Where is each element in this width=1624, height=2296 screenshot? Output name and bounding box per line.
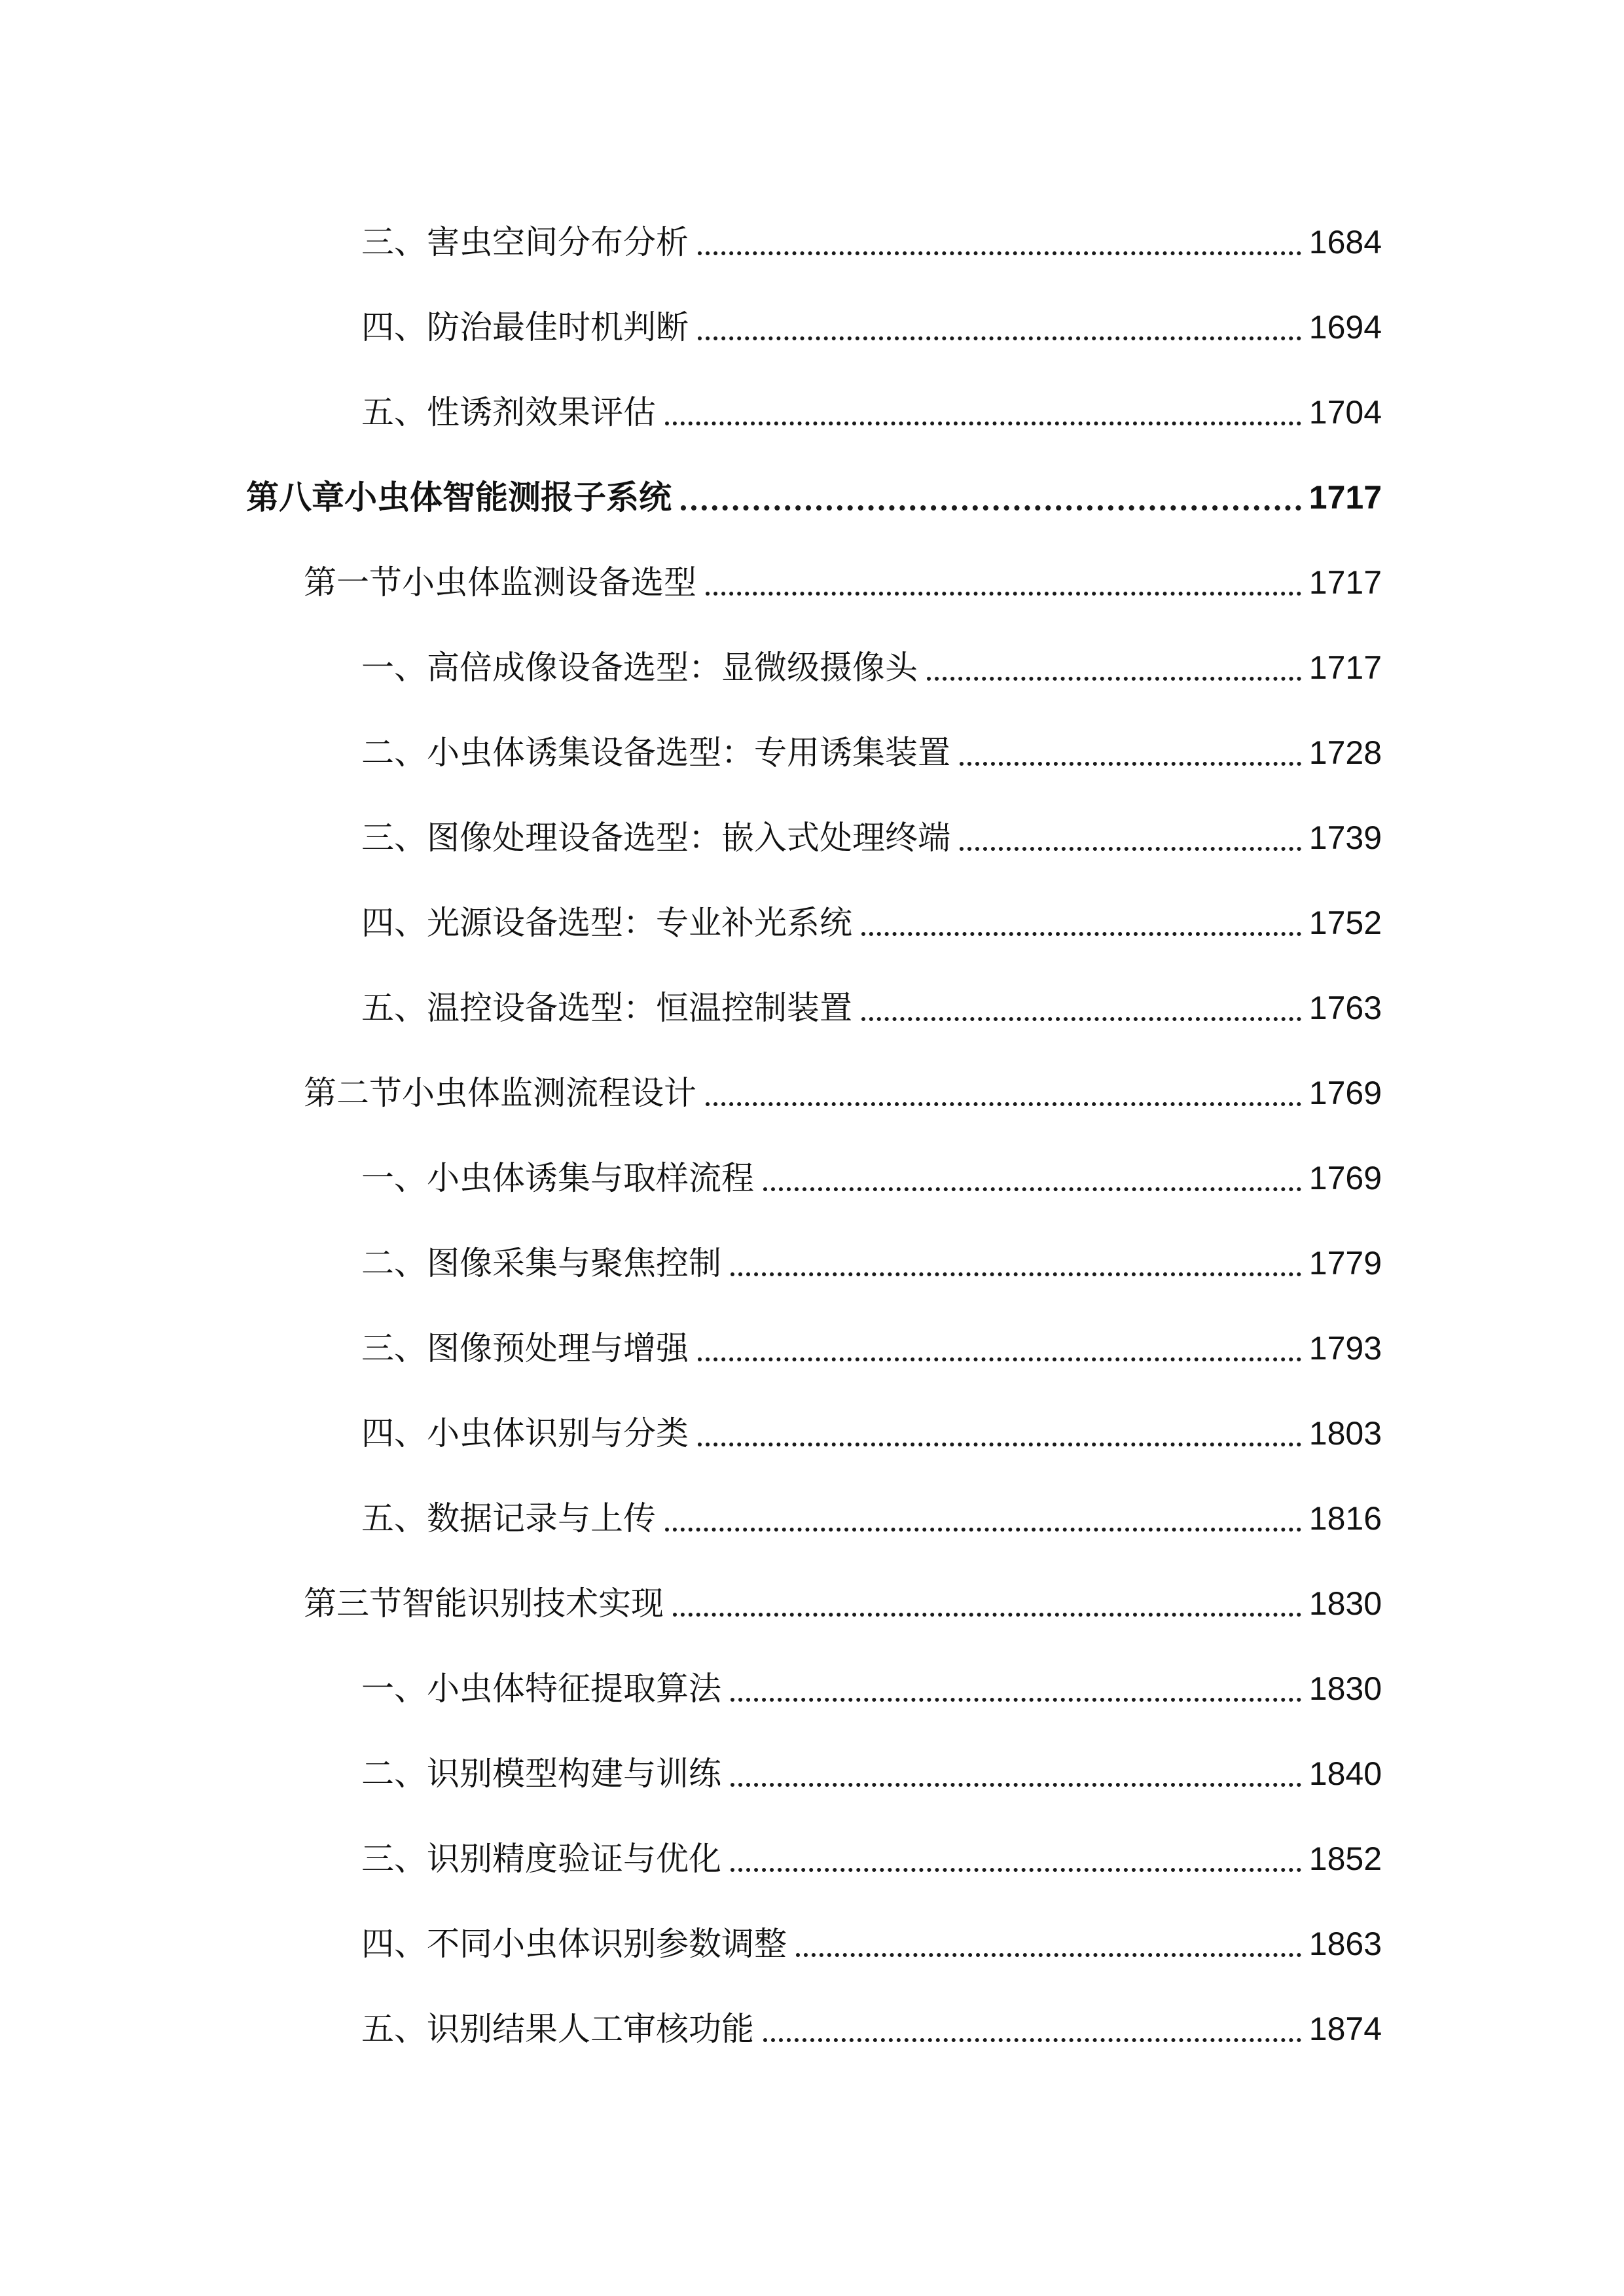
toc-entry-title: 一、小虫体特征提取算法 [361,1670,721,1708]
toc-entry[interactable] [361,982,1382,1034]
toc-entry-title: 五、识别结果人工审核功能 [361,2010,754,2048]
toc-entry-page: 1684 [1308,224,1382,260]
toc-entry-page: 1717 [1308,479,1382,516]
toc-entry-page: 1728 [1308,734,1382,771]
toc-entry[interactable] [361,641,1382,694]
dot-leader [673,1613,1301,1617]
toc-entry-page: 1840 [1308,1755,1382,1792]
toc-entry-title: 第一节小虫体监测设备选型 [304,564,696,601]
toc-entry-page: 1874 [1308,2011,1382,2047]
dot-leader [731,1783,1301,1787]
dot-leader [731,1698,1301,1702]
toc-entry-title: 二、小虫体诱集设备选型：专用诱集装置 [361,734,950,772]
dot-leader [960,762,1301,766]
toc-section-entry[interactable] [304,1577,1382,1630]
toc-entry[interactable] [361,301,1382,353]
toc-entry[interactable] [361,897,1382,949]
dot-leader [698,251,1301,255]
toc-entry-page: 1816 [1308,1500,1382,1537]
dot-leader [861,1017,1301,1021]
toc-entry-title: 四、防治最佳时机判断 [361,308,689,346]
dot-leader [731,1272,1301,1276]
dot-leader [698,1357,1301,1361]
toc-entry-page: 1863 [1308,1926,1382,1962]
dot-leader [706,1102,1301,1106]
toc-entry-page: 1763 [1308,990,1382,1026]
dot-leader [698,336,1301,340]
toc-entry-title: 三、图像预处理与增强 [361,1329,689,1367]
toc-entry[interactable] [361,726,1382,779]
toc-entry[interactable] [361,1833,1382,1885]
toc-entry[interactable] [361,1237,1382,1289]
dot-leader [763,1187,1301,1191]
dot-leader [960,847,1301,851]
toc-entry[interactable] [361,1662,1382,1715]
toc-entry[interactable] [361,812,1382,864]
toc-entry-page: 1769 [1308,1160,1382,1196]
toc-entry-title: 三、识别精度验证与优化 [361,1840,721,1878]
toc-chapter-entry[interactable] [246,471,1382,524]
toc-entry-title: 五、性诱剂效果评估 [361,393,656,431]
dot-leader [731,1868,1301,1872]
toc-entry[interactable] [361,1407,1382,1460]
toc-entry-page: 1704 [1308,394,1382,431]
dot-leader [796,1953,1301,1957]
toc-entry-page: 1830 [1308,1670,1382,1707]
toc-entry[interactable] [361,1918,1382,1970]
toc-entry-title: 一、小虫体诱集与取样流程 [361,1159,754,1197]
toc-entry[interactable] [361,1748,1382,1800]
dot-leader [665,422,1301,425]
toc-section-entry[interactable] [304,1067,1382,1119]
toc-entry-title: 五、温控设备选型：恒温控制装置 [361,989,852,1027]
toc-entry-page: 1779 [1308,1245,1382,1282]
toc-entry-title: 四、光源设备选型：专业补光系统 [361,904,852,942]
toc-entry-page: 1793 [1308,1330,1382,1367]
toc-entry-title: 五、数据记录与上传 [361,1499,656,1537]
dot-leader [698,1443,1301,1446]
toc-entry-page: 1717 [1308,649,1382,686]
toc-entry-title: 一、高倍成像设备选型：显微级摄像头 [361,649,918,687]
toc-entry-title: 二、识别模型构建与训练 [361,1755,721,1793]
toc-section-entry[interactable] [304,556,1382,609]
toc-entry-title: 四、小虫体识别与分类 [361,1414,689,1452]
toc-entry-page: 1830 [1308,1585,1382,1622]
toc-entry-title: 三、害虫空间分布分析 [361,223,689,261]
toc-entry-page: 1717 [1308,564,1382,601]
dot-leader [861,932,1301,936]
toc-entry-title: 第三节智能识别技术实现 [304,1585,664,1623]
toc-entry-title: 四、不同小虫体识别参数调整 [361,1925,787,1963]
toc-entry-title: 三、图像处理设备选型：嵌入式处理终端 [361,819,950,857]
toc-entry-title: 二、图像采集与聚焦控制 [361,1244,721,1282]
toc-entry-page: 1694 [1308,309,1382,346]
dot-leader [665,1528,1301,1532]
toc-entry-title: 第二节小虫体监测流程设计 [304,1074,696,1112]
toc-entry-title: 第八章小虫体智能测报子系统 [246,478,672,516]
toc-entry-page: 1852 [1308,1840,1382,1877]
dot-leader [706,592,1301,596]
toc-entry[interactable] [361,386,1382,439]
dot-leader [763,2038,1301,2042]
toc-entry[interactable] [361,1322,1382,1374]
toc-entry[interactable] [361,1152,1382,1204]
toc-entry[interactable] [361,2003,1382,2055]
toc-entry-page: 1752 [1308,905,1382,941]
toc-entry-page: 1803 [1308,1415,1382,1452]
dot-leader [927,677,1301,681]
toc-entry-page: 1739 [1308,819,1382,856]
toc-entry[interactable] [361,216,1382,268]
dot-leader [681,505,1301,511]
toc-entry-page: 1769 [1308,1075,1382,1111]
toc-entry[interactable] [361,1492,1382,1545]
